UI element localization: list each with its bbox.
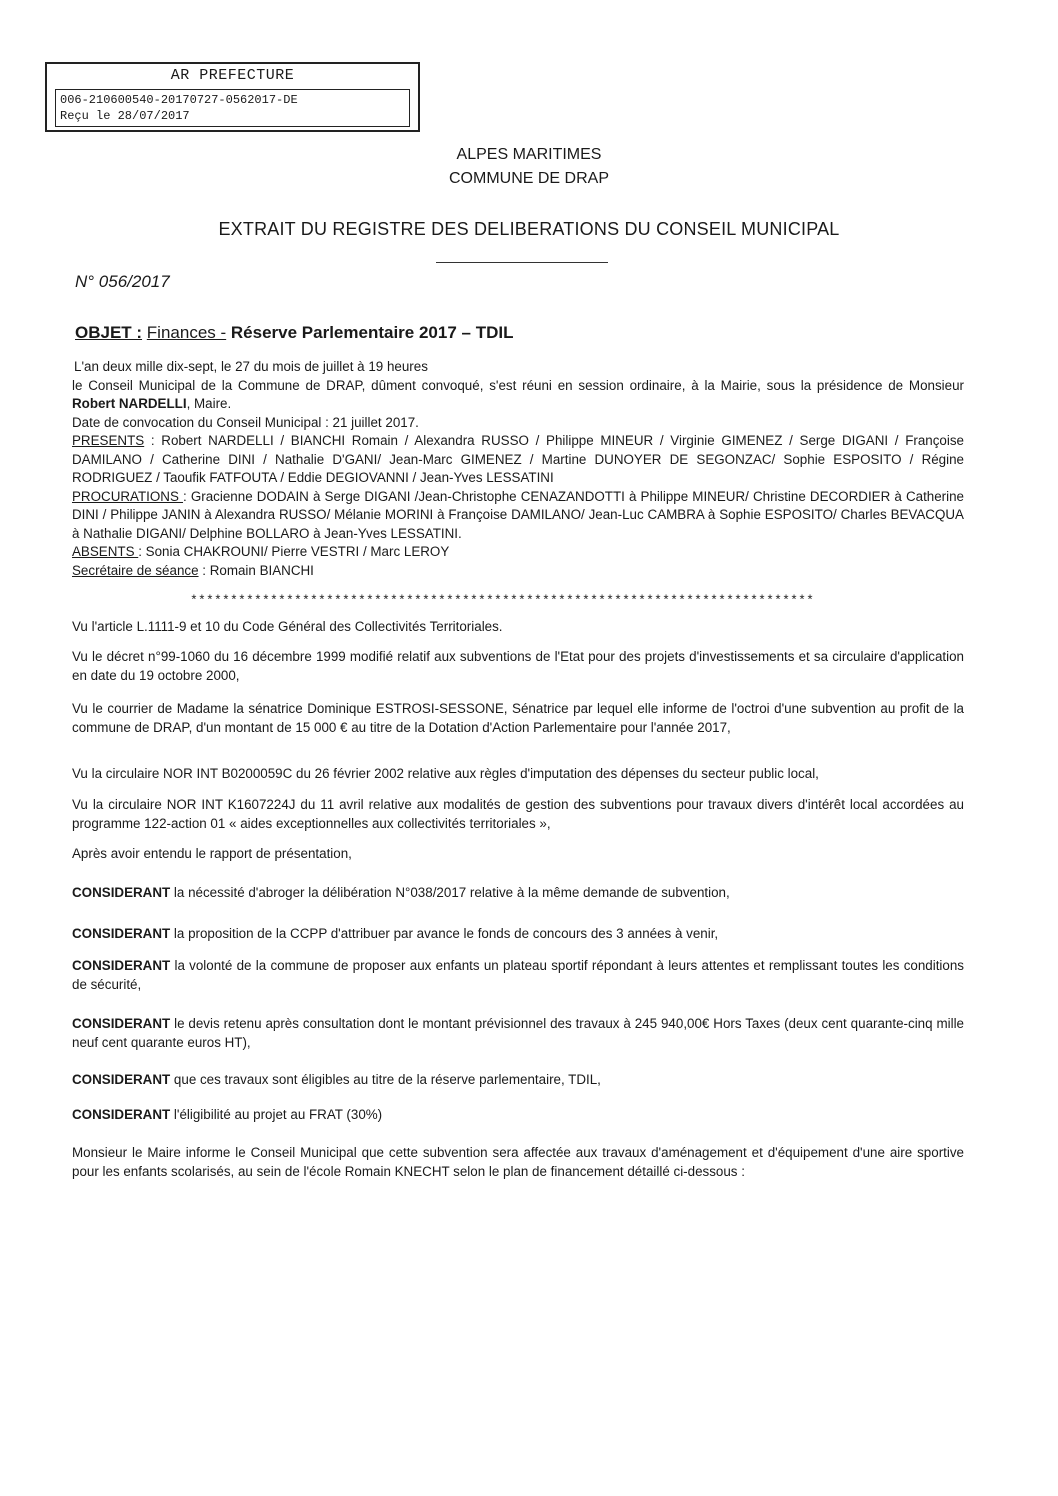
- title-divider: [436, 262, 608, 263]
- considerant-2: [72, 925, 964, 944]
- procurations-label: PROCURATIONS: [72, 488, 184, 504]
- considerant-label: CONSIDERANT: [72, 958, 171, 973]
- visa-5: Vu la circulaire NOR INT K1607224J du 11 avril relative aux modalités de gestion des subventions pour travaux divers d'intérêt local accordées au programme 122-action 01 « aides exceptionnelles aux collectivités territoriales »,: [72, 797, 964, 831]
- secretary-label: Secrétaire de séance: [72, 562, 199, 578]
- considerant-6: [72, 1106, 964, 1125]
- secretary-line: [72, 562, 964, 581]
- considerant-1: [72, 884, 964, 903]
- prefecture-stamp: [45, 62, 420, 132]
- considerant-label: CONSIDERANT: [72, 1016, 171, 1031]
- stamp-id-line: 006-210600540-20170727-0562017-DE: [60, 93, 298, 107]
- considerant-text: la volonté de la commune de proposer aux enfants un plateau sportif répondant à leurs attentes et remplissant toutes les conditions de sécurité,: [72, 958, 964, 992]
- mayor-title: , Maire.: [186, 396, 232, 411]
- secretary-name: : Romain BIANCHI: [198, 562, 314, 578]
- visa-2: Vu le décret n°99-1060 du 16 décembre 1999 modifié relatif aux subventions de l'Etat pour des projets d'investissements et sa circulaire d'application en date du 19 octobre 2000,: [72, 649, 964, 683]
- objet-line: [75, 323, 513, 343]
- separator-stars: ******************************************************************************: [190, 593, 815, 608]
- absents-list: : Sonia CHAKROUNI/ Pierre VESTRI / Marc LEROY: [138, 544, 450, 559]
- considerant-3: [72, 957, 964, 994]
- considerant-text: que ces travaux sont éligibles au titre de la réserve parlementaire, TDIL,: [170, 1072, 601, 1087]
- considerant-label: CONSIDERANT: [72, 926, 171, 941]
- considerant-label: CONSIDERANT: [72, 885, 171, 900]
- rapport-line: Après avoir entendu le rapport de présentation,: [72, 846, 352, 861]
- stamp-received-date: Reçu le 28/07/2017: [60, 109, 190, 123]
- session-convocation-line: [72, 377, 964, 414]
- considerant-text: la nécessité d'abroger la délibération N°038/2017 relative à la même demande de subvention,: [170, 885, 730, 900]
- session-block: [72, 358, 964, 580]
- objet-label: OBJET :: [75, 323, 143, 342]
- session-text: le Conseil Municipal de la Commune de DRAP, dûment convoqué, s'est réuni en session ordinaire, à la Mairie, sous la présidence de Monsieur: [72, 377, 964, 393]
- visa-3: Vu le courrier de Madame la sénatrice Dominique ESTROSI-SESSONE, Sénatrice par lequel elle informe de l'octroi d'une subvention au profit de la commune de DRAP, d'un montant de 15 000 € au titre de la Dotation d'Action Parlementaire pour l'année 2017,: [72, 701, 964, 735]
- stamp-details: [55, 89, 410, 127]
- absents-line: [72, 543, 964, 562]
- visa-4: Vu la circulaire NOR INT B0200059C du 26 février 2002 relative aux règles d'imputation des dépenses du secteur public local,: [72, 766, 819, 781]
- presents-label: PRESENTS: [72, 433, 145, 448]
- department-heading: ALPES MARITIMES: [456, 146, 602, 163]
- absents-label: ABSENTS: [72, 544, 139, 559]
- visa-1: Vu l'article L.1111-9 et 10 du Code Général des Collectivités Territoriales.: [72, 619, 503, 634]
- stamp-title: AR PREFECTURE: [170, 67, 295, 84]
- considerant-4: [72, 1015, 964, 1052]
- considerant-5: [72, 1071, 964, 1090]
- deliberation-number: N° 056/2017: [75, 272, 170, 291]
- document-title: EXTRAIT DU REGISTRE DES DELIBERATIONS DU CONSEIL MUNICIPAL: [218, 219, 840, 239]
- convocation-date: Date de convocation du Conseil Municipal : 21 juillet 2017.: [72, 414, 419, 430]
- commune-heading: COMMUNE DE DRAP: [448, 170, 609, 187]
- session-date-line: L'an deux mille dix-sept, le 27 du mois de juillet à 19 heures: [74, 359, 428, 374]
- considerant-text: l'éligibilité au projet au FRAT (30%): [170, 1107, 383, 1122]
- considerant-text: le devis retenu après consultation dont le montant prévisionnel des travaux à 245 940,00€ Hors Taxes (deux cent quarante-cinq mille neuf cent quarante euros HT),: [72, 1016, 964, 1050]
- presents-line: [72, 432, 964, 488]
- objet-subject: Réserve Parlementaire 2017 – TDIL: [230, 323, 514, 342]
- considerant-label: CONSIDERANT: [72, 1072, 171, 1087]
- procurations-list: : Gracienne DODAIN à Serge DIGANI /Jean-Christophe CENAZANDOTTI à Philippe MINEUR/ Christine DECORDIER à Catherine DINI / Philippe JANIN à Alexandra RUSSO/ Mélanie MORINI à Françoise DAMILANO/ Jean-Luc CAMBRA à Sophie ESPOSITO/ Charles BEVACQUA à Nathalie DIGANI/ Delphine BOLLARO à Jean-Yves LESSATINI.: [72, 488, 965, 541]
- procurations-line: [72, 488, 964, 544]
- considerant-label: CONSIDERANT: [72, 1107, 171, 1122]
- mayor-name: Robert NARDELLI: [72, 396, 187, 411]
- presents-list: : Robert NARDELLI / BIANCHI Romain / Alexandra RUSSO / Philippe MINEUR / Virginie GIMENEZ / Serge DIGANI / Françoise DAMILANO / Catherine DINI / Nathalie D'GANI/ Jean-Marc GIMENEZ / Martine DUNOYER DE SEGONZAC/ Sophie ESPOSITO / Régine RODRIGUEZ / Taoufik FATFOUTA / Eddie DEGIOVANNI / Jean-Yves LESSATINI: [72, 433, 964, 485]
- considerant-text: la proposition de la CCPP d'attribuer par avance le fonds de concours des 3 années à venir,: [170, 926, 719, 941]
- conclusion-paragraph: Monsieur le Maire informe le Conseil Municipal que cette subvention sera affectée aux travaux d'aménagement et d'équipement d'une aire sportive pour les enfants scolarisés, au sein de l'école Romain KNECHT selon le plan de financement détaillé ci-dessous :: [72, 1145, 964, 1179]
- objet-category: Finances -: [146, 323, 227, 342]
